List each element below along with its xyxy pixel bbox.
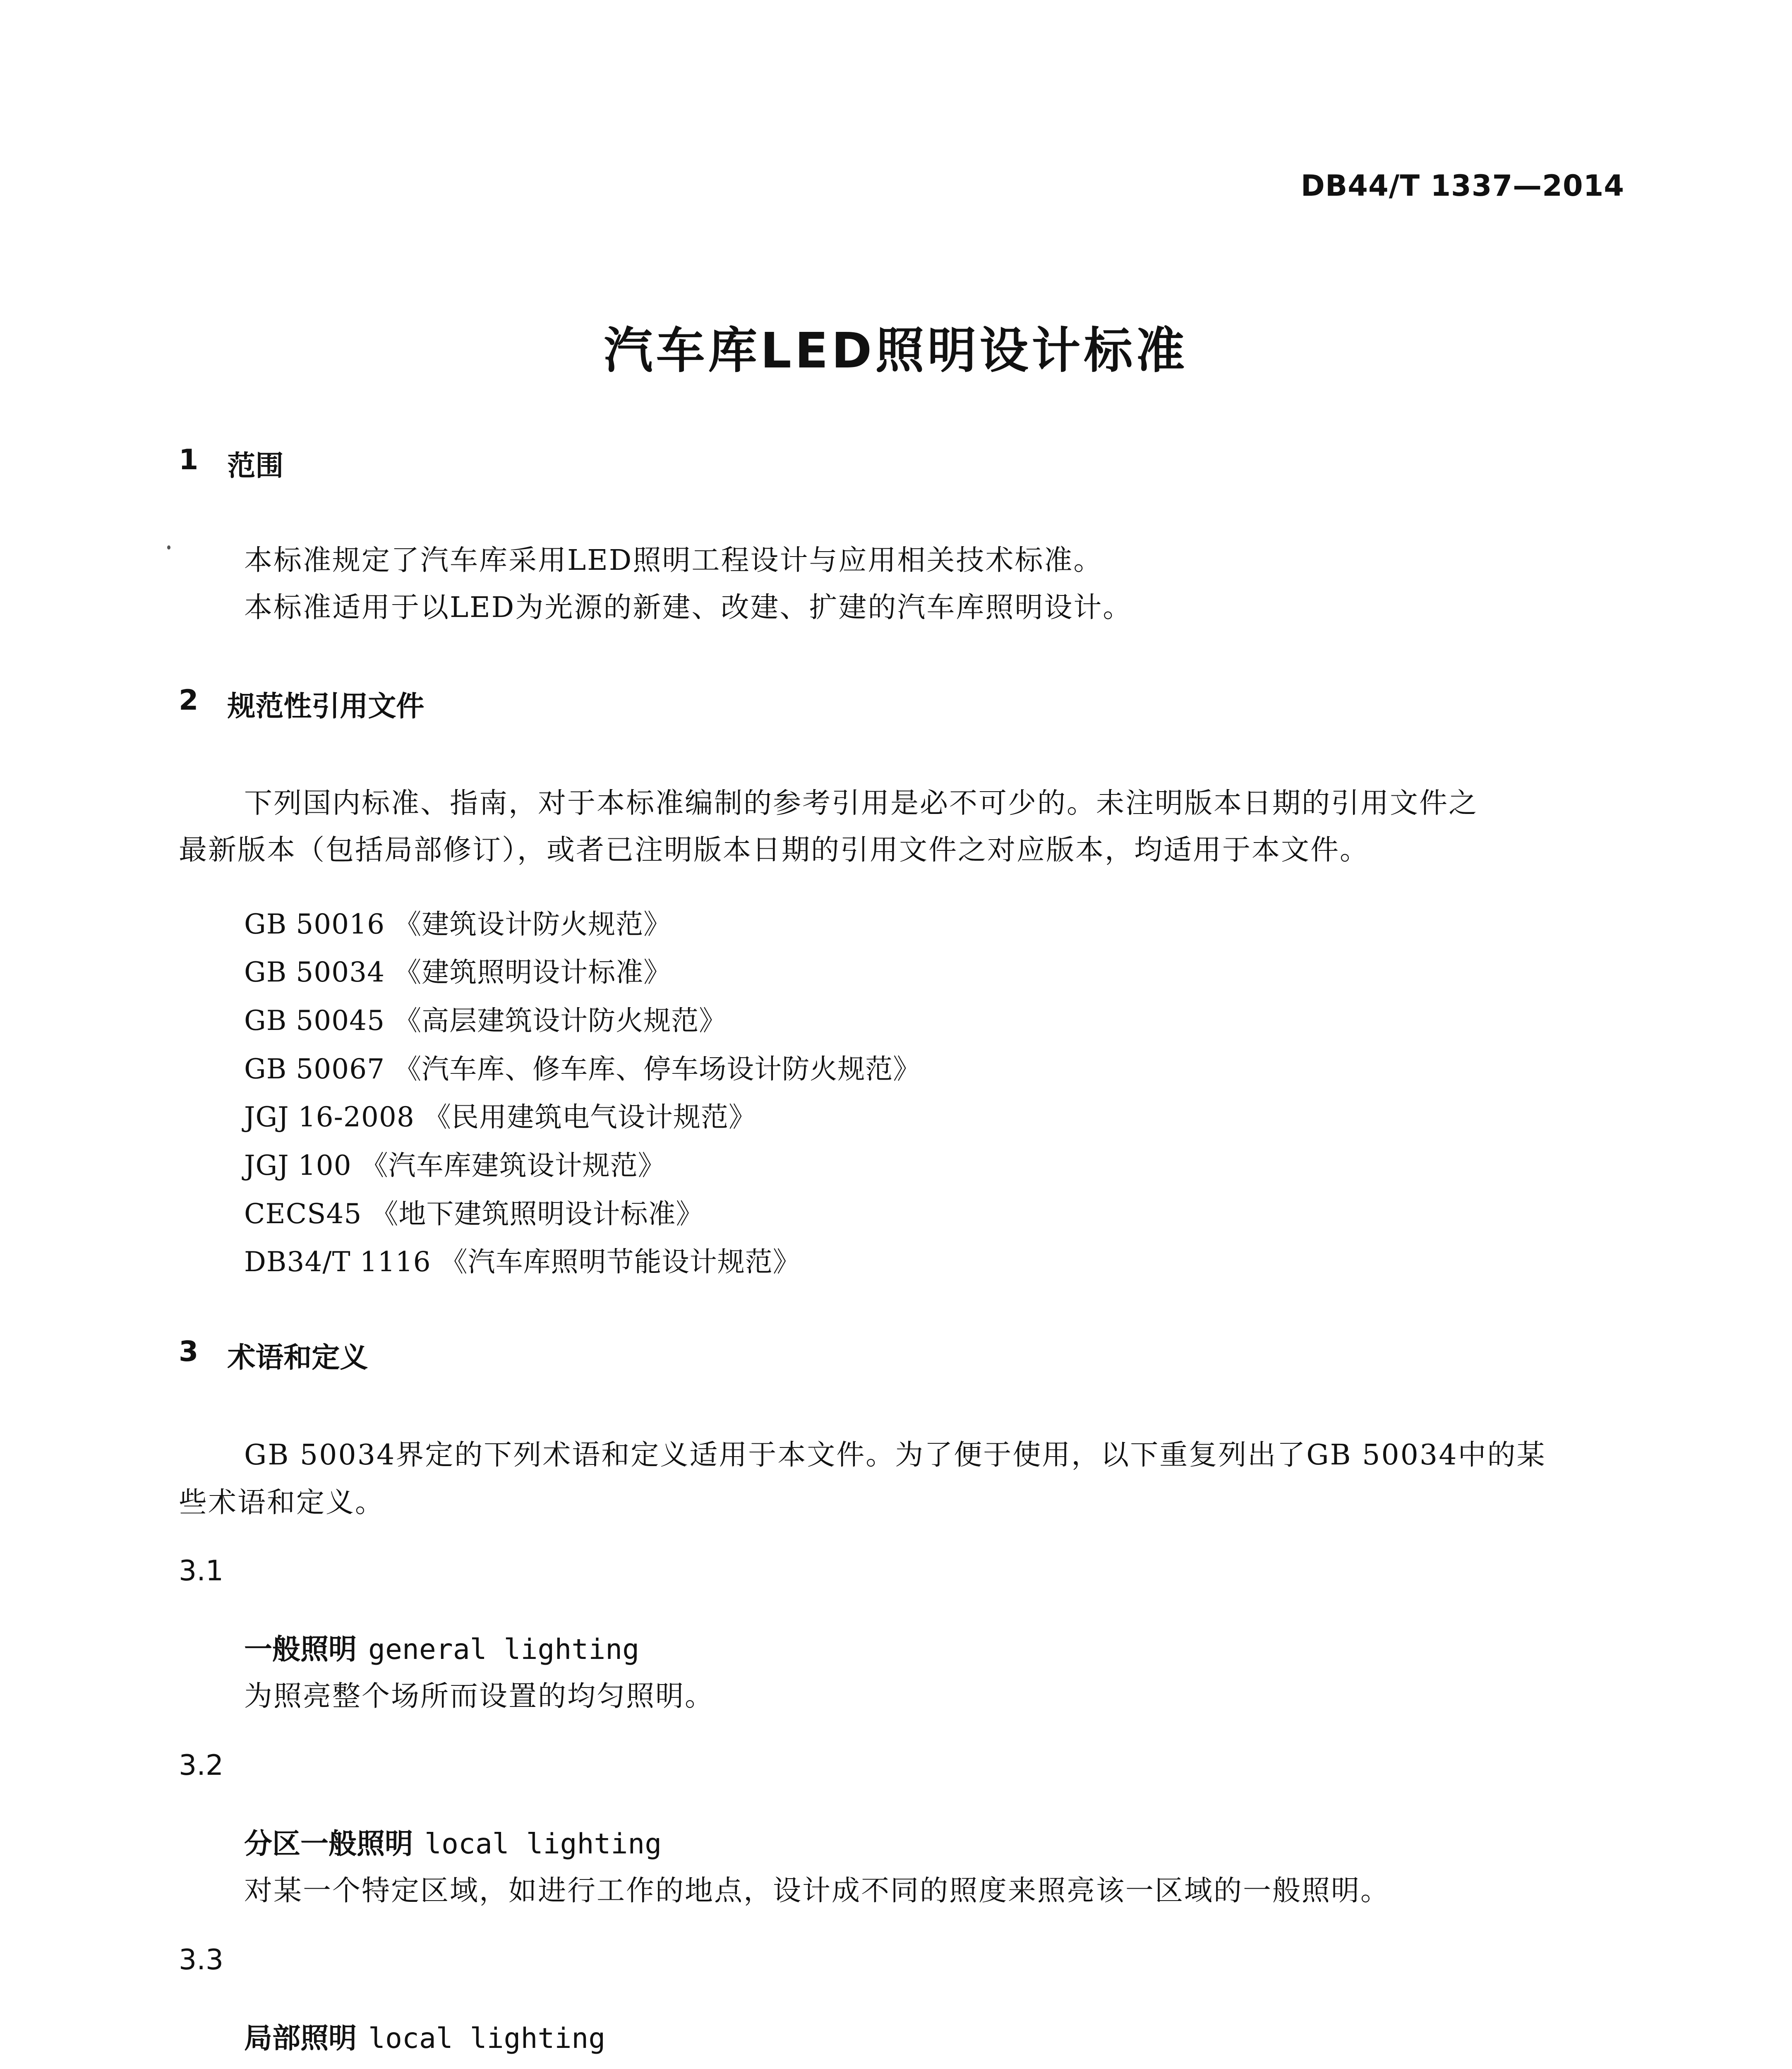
section-title: 规范性引用文件: [227, 690, 425, 723]
term-number: 3.1: [179, 1555, 224, 1587]
reference-item: GB 50034 《建筑照明设计标准》: [244, 956, 672, 988]
term-name: [244, 1822, 662, 1862]
term-definition: 为照亮整个场所而设置的均匀照明。: [244, 1680, 715, 1713]
section-number: 1: [179, 444, 199, 476]
term-definition: 对某一个特定区域，如进行工作的地点，设计成不同的照度来照亮该一区域的一般照明。: [244, 1875, 1390, 1907]
reference-item: GB 50067 《汽车库、修车库、停车场设计防火规范》: [244, 1053, 921, 1085]
term-name: [244, 2016, 605, 2056]
term-definition: [244, 2063, 920, 2069]
section-1-paragraph: 本标准规定了汽车库采用LED照明工程设计与应用相关技术标准。: [244, 544, 1103, 577]
reference-item: GB 50016 《建筑设计防火规范》: [244, 908, 672, 940]
reference-item: JGJ 16-2008 《民用建筑电气设计规范》: [244, 1101, 756, 1133]
reference-item: GB 50045 《高层建筑设计防火规范》: [244, 1005, 727, 1037]
reference-item: JGJ 100 《汽车库建筑设计规范》: [244, 1150, 666, 1181]
document-title: 汽车库LED照明设计标准: [604, 322, 1188, 379]
term-name-zh: 一般照明: [244, 1633, 357, 1666]
section-2-intro: 下列国内标准、指南，对于本标准编制的参考引用是必不可少的。未注明版本日期的引用文件之: [244, 787, 1478, 820]
term-name: [244, 1627, 639, 1667]
section-3-heading: [179, 1335, 368, 1375]
section-number: 2: [179, 684, 199, 717]
section-number: 3: [179, 1335, 199, 1368]
section-title: 范围: [227, 450, 284, 482]
section-title: 术语和定义: [227, 1342, 368, 1374]
section-1-heading: [179, 444, 283, 484]
reference-item: CECS45 《地下建筑照明设计标准》: [244, 1198, 704, 1230]
section-1-paragraph: 本标准适用于以LED为光源的新建、改建、扩建的汽车库照明设计。: [244, 591, 1132, 624]
section-3-intro: 些术语和定义。: [179, 1486, 385, 1519]
term-name-en: general lighting: [368, 1633, 640, 1666]
term-name-en: local lighting: [425, 1828, 662, 1860]
term-name-zh: 局部照明: [244, 2022, 357, 2055]
term-name-en: local lighting: [368, 2022, 606, 2055]
scan-speck: [167, 545, 170, 550]
standard-number: DB44/T 1337—2014: [1300, 169, 1624, 203]
term-number: 3.2: [179, 1749, 224, 1782]
term-number: 3.3: [179, 1944, 224, 1976]
term-name-zh: 分区一般照明: [244, 1828, 413, 1860]
reference-item: DB34/T 1116 《汽车库照明节能设计规范》: [244, 1246, 801, 1278]
section-2-heading: [179, 684, 424, 724]
section-3-intro: GB 50034界定的下列术语和定义适用于本文件。为了便于使用，以下重复列出了GB 50034中的某: [244, 1439, 1546, 1471]
section-2-intro: 最新版本（包括局部修订），或者已注明版本日期的引用文件之对应版本，均适用于本文件。: [179, 834, 1370, 866]
